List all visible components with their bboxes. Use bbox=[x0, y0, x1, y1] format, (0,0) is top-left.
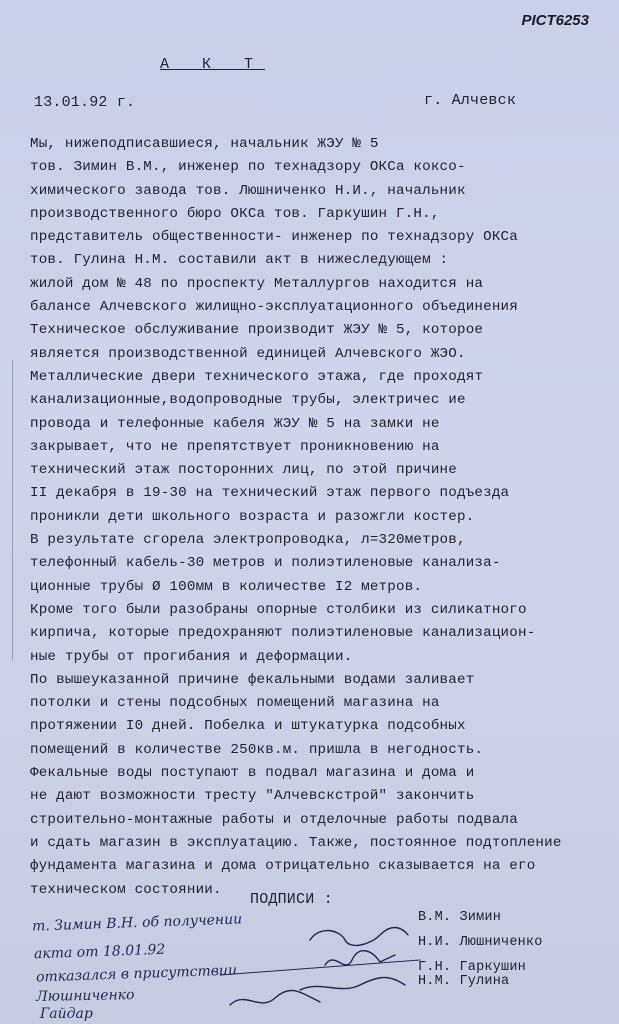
body-line: представитель общественности- инженер по технадзору ОКСа bbox=[30, 229, 518, 246]
body-line: потолки и стены подсобных помещений магазина на bbox=[30, 695, 440, 712]
body-line: не дают возможности тресту "Алчевскстрой" закончить bbox=[30, 788, 475, 805]
body-line: Фекальные воды поступают в подвал магазина и дома и bbox=[30, 765, 475, 782]
body-line: закрывает, что не препятствует проникновению на bbox=[30, 438, 440, 455]
body-line: производственного бюро ОКСа тов. Гаркушин Г.Н., bbox=[30, 205, 440, 222]
body-line: технический этаж посторонних лиц, по этой причине bbox=[30, 462, 457, 479]
signatory-zimin: В.М. Зимин bbox=[418, 910, 502, 925]
body-line: ционные трубы Ø 100мм в количестве I2 метров. bbox=[30, 578, 423, 595]
handwritten-note-line: т. Зимин В.Н. об получении bbox=[31, 911, 243, 935]
body-line: Техническое обслуживание производит ЖЭУ № 5, которое bbox=[30, 322, 484, 339]
body-line: II декабря в 19-30 на технический этаж первого подъезда bbox=[30, 485, 510, 502]
handwritten-note-line: акта от 18.01.92 bbox=[33, 941, 166, 963]
handwritten-note-line: отказался в присутствии bbox=[35, 962, 238, 986]
body-line: канализационные,водопроводные трубы, электричес ие bbox=[30, 392, 466, 409]
body-line: тов. Зимин В.М., инженер по технадзору ОКСа коксо- bbox=[30, 159, 466, 176]
signature-underline bbox=[220, 960, 420, 975]
body-line: и сдать магазин в эксплуатацию. Также, постоянное подтопление bbox=[30, 834, 562, 851]
body-line: тов. Гулина Н.М. составили акт в нижеследующем : bbox=[30, 252, 449, 269]
body-line: помещений в количестве 250кв.м. пришла в негодность. bbox=[30, 741, 484, 758]
body-line: Металлические двери технического этажа, где проходят bbox=[30, 368, 484, 385]
body-line: В результате сгорела электропроводка, л=320метров, bbox=[30, 532, 466, 549]
photo-label: PICT6253 bbox=[521, 12, 589, 29]
document-date: 13.01.92 г. bbox=[34, 94, 136, 111]
body-line: балансе Алчевского жилищно-эксплуатационного объединения bbox=[30, 299, 518, 316]
body-line: Кроме того были разобраны опорные столбики из силикатного bbox=[30, 601, 527, 618]
body-line: является производственной единицей Алчевского ЖЭО. bbox=[30, 345, 466, 362]
body-line: фундамента магазина и дома отрицательно сказывается на его bbox=[30, 858, 536, 875]
signature-gaydar-scribble bbox=[230, 990, 320, 1005]
body-line: Мы, нижеподписавшиеся, начальник ЖЭУ № 5 bbox=[30, 136, 379, 152]
body-line: протяжении I0 дней. Побелка и штукатурка подсобных bbox=[30, 718, 466, 735]
body-line: жилой дом № 48 по проспекту Металлургов находится на bbox=[30, 275, 484, 292]
body-line: проникли дети школьного возраста и разожгли костер. bbox=[30, 508, 475, 525]
body-line: телефонный кабель-30 метров и полиэтиленовые канализа- bbox=[30, 555, 501, 572]
signatory-lyushnichenko: Н.И. Люшниченко bbox=[418, 935, 543, 950]
signatures-heading: ПОДПИСИ : bbox=[250, 891, 333, 908]
signatory-gulina: Н.М. Гулина bbox=[418, 974, 510, 989]
handwritten-note-line: Гайдар bbox=[40, 1006, 93, 1022]
body-line: кирпича, которые предохраняют полиэтиленовые канализацион- bbox=[30, 625, 536, 642]
signatory-garkushin: Г.Н. Гаркушин bbox=[418, 960, 526, 975]
body-line: химического завода тов. Люшниченко Н.И., начальник bbox=[30, 182, 466, 199]
signature-zimin-scribble bbox=[310, 928, 408, 946]
body-line: По вышеуказанной причине фекальными водами заливает bbox=[30, 671, 475, 688]
handwritten-note-line: Люшниченко bbox=[35, 987, 135, 1005]
body-line: строительно-монтажные работы и отделочные работы подвала bbox=[30, 811, 518, 828]
body-line: ные трубы от прогибания и деформации. bbox=[30, 648, 353, 665]
body-line: техническом состоянии. bbox=[30, 881, 222, 898]
signature-garkushin-scribble bbox=[300, 978, 405, 991]
document-city: г. Алчевск bbox=[424, 92, 517, 109]
document-title: А К Т bbox=[160, 56, 266, 73]
body-line: провода и телефонные кабеля ЖЭУ № 5 на замки не bbox=[30, 415, 440, 432]
